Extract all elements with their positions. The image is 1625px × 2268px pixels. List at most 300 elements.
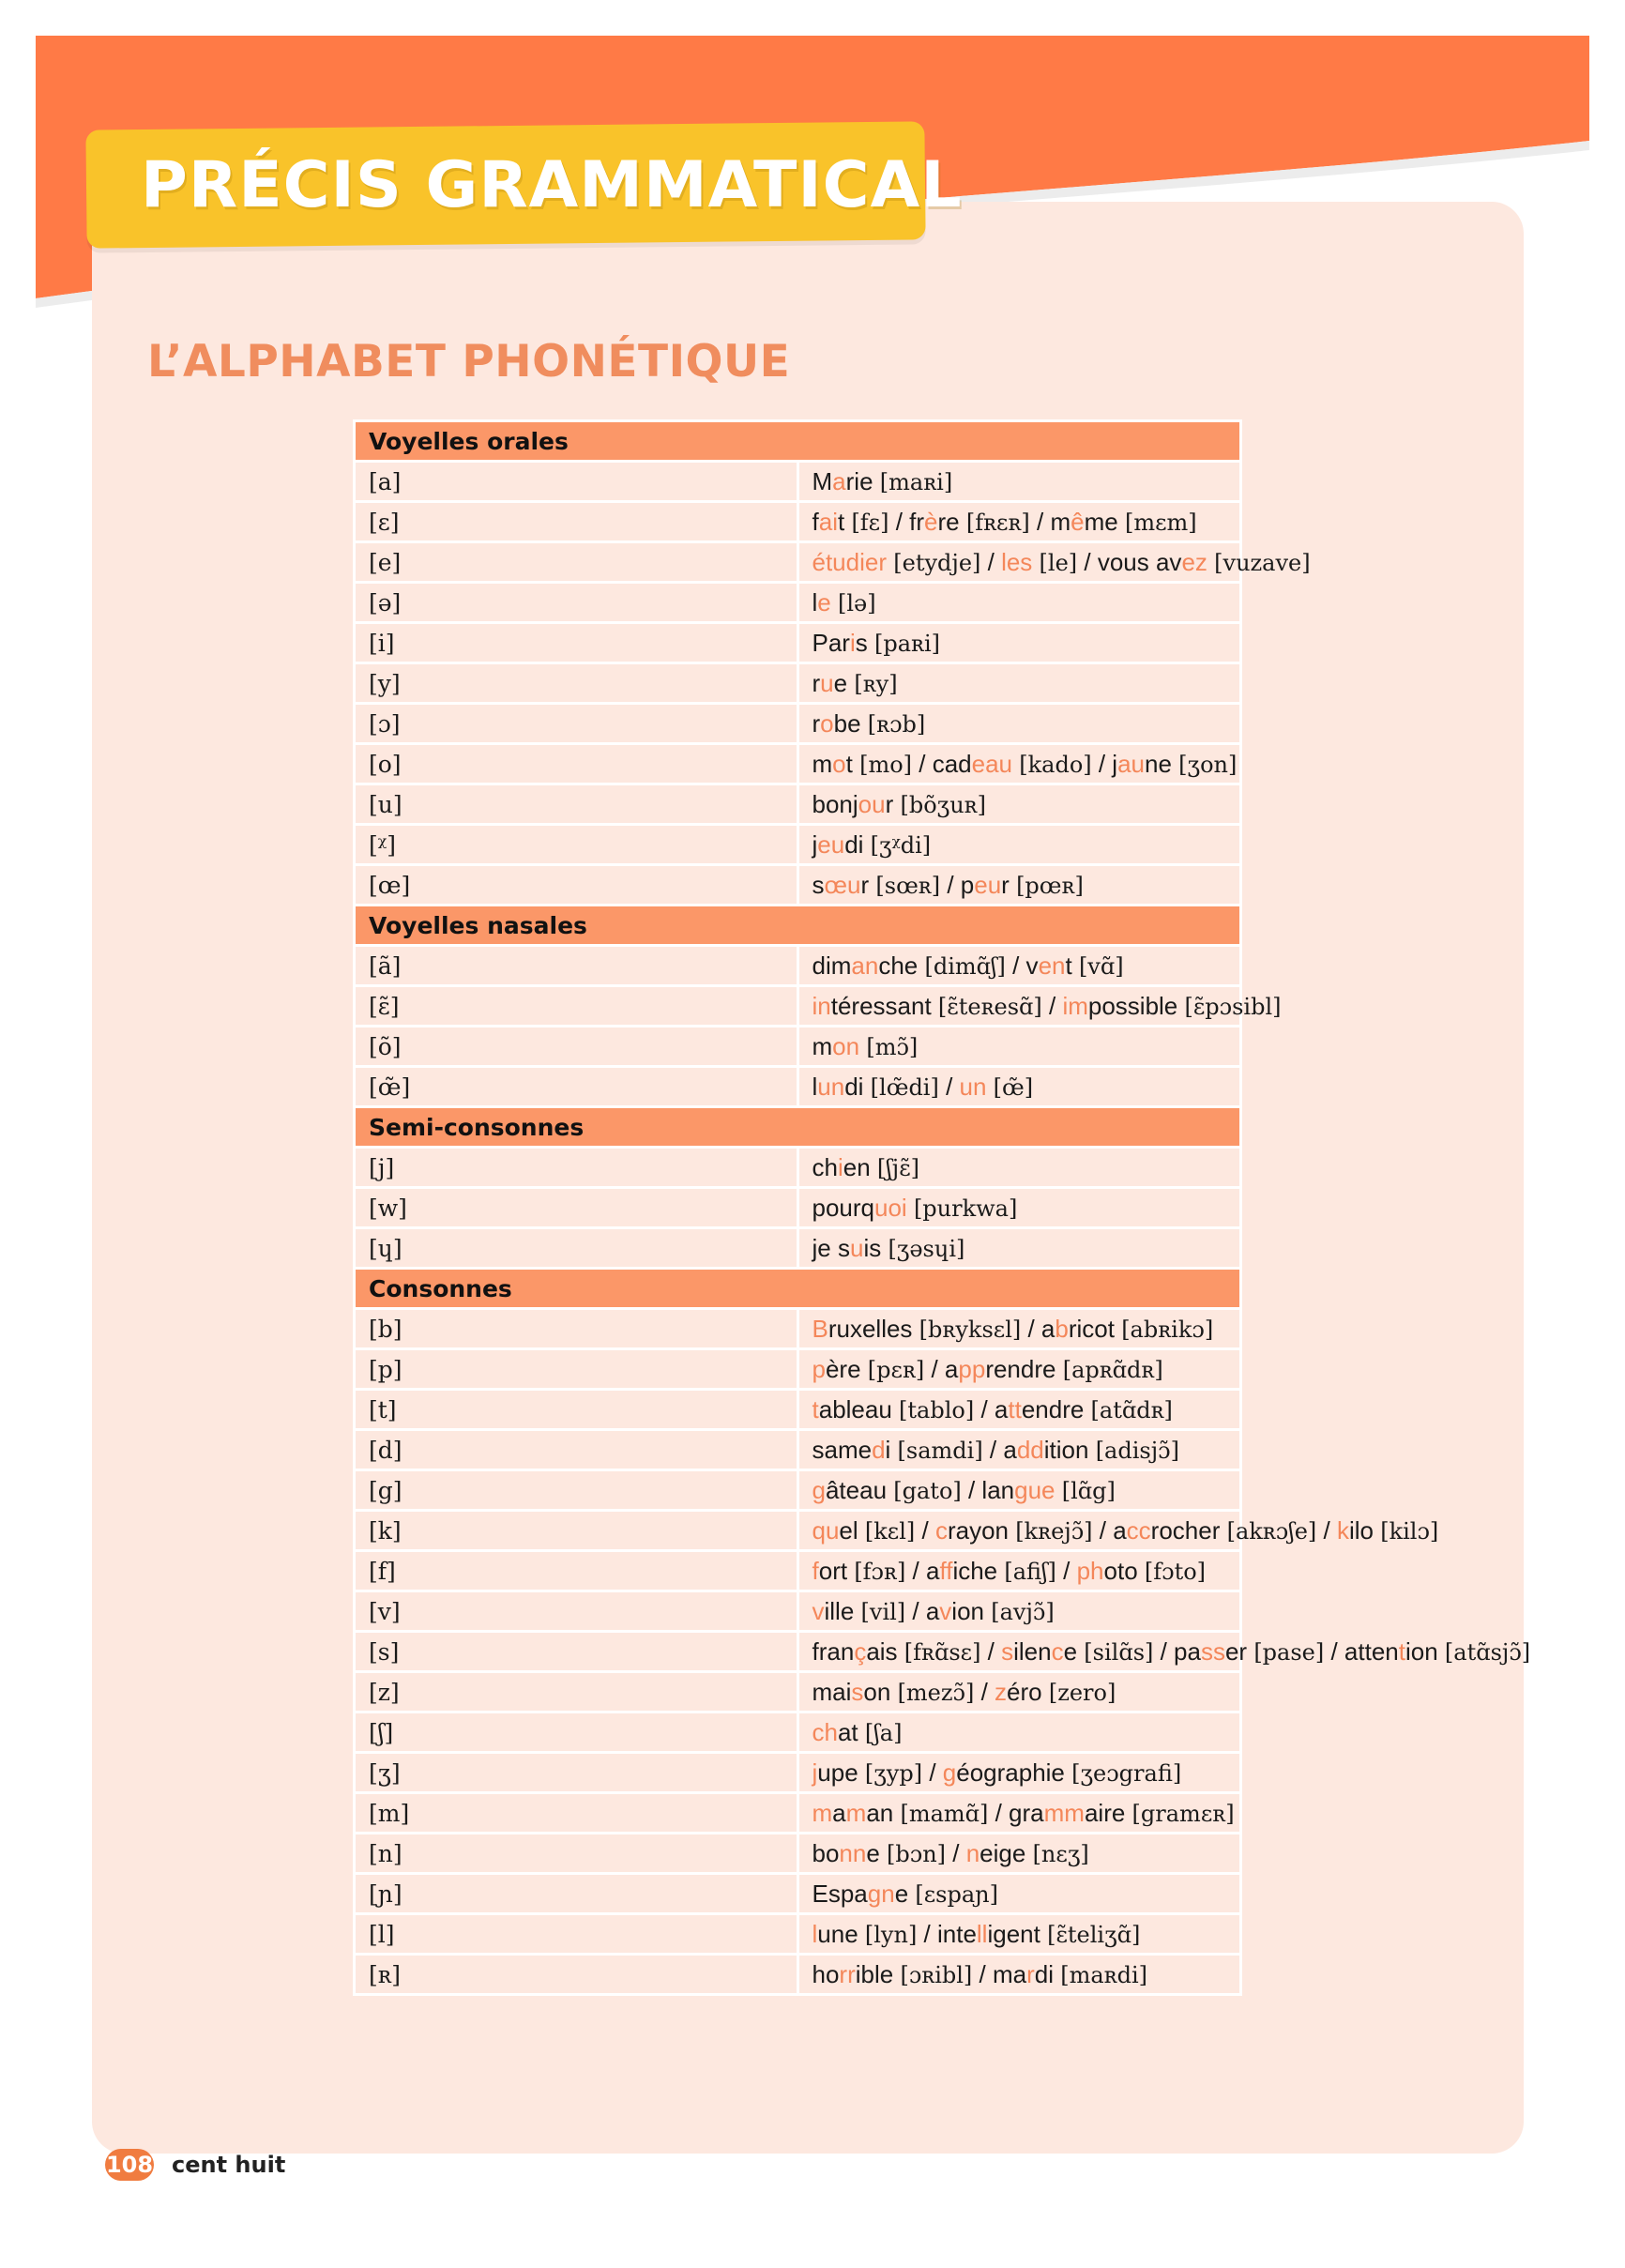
phonetic-symbol: [l]: [355, 1914, 798, 1955]
highlighted-letters: ai: [818, 507, 838, 536]
table-row: [355, 1390, 1241, 1430]
word-text: / a: [974, 1394, 1009, 1423]
example-words: [797, 1874, 1241, 1914]
word-text: a: [832, 1798, 846, 1827]
transcription: [fɔʀ]: [854, 1558, 906, 1585]
word-text: mai: [812, 1677, 852, 1706]
highlighted-letters: B: [812, 1314, 828, 1343]
word-text: / m: [1029, 507, 1071, 536]
transcription: [dimɑ̃ʃ]: [924, 952, 1006, 980]
example-words: [797, 704, 1241, 744]
phonetic-symbol: [œ̃]: [355, 1067, 798, 1107]
word-text: l: [812, 1072, 818, 1101]
highlighted-letters: ss: [1200, 1636, 1225, 1666]
highlighted-letters: m: [845, 1798, 867, 1827]
word-text: rayon: [947, 1515, 1016, 1545]
table-row: [355, 502, 1241, 542]
transcription: [ɛ̃pɔsibl]: [1184, 993, 1282, 1020]
word-text: i: [885, 1435, 898, 1464]
example-words: [797, 1753, 1241, 1793]
word-text: t: [837, 507, 852, 536]
word-text: rendre: [985, 1354, 1063, 1383]
example-words: [797, 623, 1241, 663]
highlighted-letters: u: [820, 668, 834, 697]
table-row: [355, 1672, 1241, 1712]
table-row: [355, 1753, 1241, 1793]
table-row: [355, 1914, 1241, 1955]
highlighted-letters: on: [832, 1031, 860, 1060]
transcription: [samdi]: [897, 1437, 983, 1464]
group-title: Voyelles orales: [355, 421, 1241, 462]
transcription: [kʀejɔ̃]: [1015, 1517, 1093, 1545]
word-text: / p: [940, 870, 975, 899]
word-text: /: [922, 1758, 943, 1787]
table-row: [355, 986, 1241, 1027]
example-words: [797, 1470, 1241, 1511]
phonetic-symbol: [k]: [355, 1511, 798, 1551]
word-text: ition: [1043, 1435, 1096, 1464]
highlighted-letters: uoi: [874, 1193, 907, 1222]
highlighted-letters: c: [934, 1515, 948, 1545]
transcription: [apʀɑ̃dʀ]: [1062, 1356, 1163, 1383]
word-text: same: [812, 1435, 873, 1464]
highlighted-letters: i: [837, 1152, 843, 1181]
word-text: is: [863, 1233, 888, 1262]
highlighted-letters: im: [1062, 991, 1088, 1020]
word-text: ère: [825, 1354, 868, 1383]
word-text: / a: [905, 1596, 940, 1625]
highlighted-letters: b: [1055, 1314, 1069, 1343]
transcription: [kado]: [1019, 751, 1092, 778]
transcription: [fɔto]: [1144, 1558, 1207, 1585]
highlighted-letters: a: [832, 466, 846, 495]
transcription: [bɔn]: [887, 1840, 947, 1867]
phonetic-symbol: [w]: [355, 1188, 798, 1228]
highlighted-letters: d: [872, 1435, 886, 1464]
phonetic-symbol: [m]: [355, 1793, 798, 1834]
example-words: [797, 1027, 1241, 1067]
highlighted-letters: un: [959, 1072, 987, 1101]
highlighted-letters: v: [812, 1596, 825, 1625]
group-header-row: [355, 1269, 1241, 1309]
example-words: [797, 1309, 1241, 1349]
word-text: ible: [855, 1959, 901, 1988]
highlighted-letters: cc: [1126, 1515, 1151, 1545]
word-text: / atten: [1324, 1636, 1399, 1666]
word-text: / gra: [988, 1798, 1044, 1827]
page-number-words: cent huit: [172, 2152, 286, 2178]
highlighted-letters: eau: [971, 749, 1013, 778]
transcription: [ʃa]: [864, 1719, 903, 1746]
word-text: ho: [812, 1959, 840, 1988]
example-words: [797, 1591, 1241, 1632]
word-text: igent: [987, 1919, 1048, 1948]
highlighted-letters: t: [812, 1394, 819, 1423]
phonetic-symbol: [j]: [355, 1148, 798, 1188]
transcription: [ʒon]: [1178, 751, 1238, 778]
transcription: [ʒəsɥi]: [888, 1235, 965, 1262]
highlighted-letters: p: [812, 1354, 826, 1383]
transcription: [lə]: [837, 589, 876, 616]
example-words: [797, 1955, 1241, 1995]
highlighted-letters: o: [832, 749, 846, 778]
transcription: [ʃjɛ̃]: [876, 1154, 920, 1181]
example-words: [797, 1834, 1241, 1874]
highlighted-letters: er: [864, 547, 888, 576]
example-words: [797, 784, 1241, 825]
highlighted-letters: s: [851, 1677, 864, 1706]
word-text: / a: [1021, 1314, 1055, 1343]
phonetic-symbol: [ɛ]: [355, 502, 798, 542]
word-text: je s: [812, 1233, 850, 1262]
transcription: [fʀɑ̃sɛ]: [904, 1638, 981, 1666]
word-text: /: [915, 1515, 935, 1545]
transcription: [gramɛʀ]: [1131, 1800, 1235, 1827]
transcription: [ɛ̃teʀesɑ̃]: [937, 993, 1042, 1020]
word-text: ricot: [1068, 1314, 1122, 1343]
page-title: PRÉCIS GRAMMATICAL: [141, 148, 963, 222]
example-words: [797, 663, 1241, 704]
phonetic-symbol: [e]: [355, 542, 798, 583]
highlighted-letters: n: [965, 1838, 980, 1867]
phonetic-symbol: [z]: [355, 1672, 798, 1712]
word-text: possible: [1087, 991, 1185, 1020]
highlighted-letters: g: [812, 1475, 826, 1504]
word-text: e: [866, 1838, 888, 1867]
word-text: e: [1063, 1636, 1085, 1666]
word-text: / fr: [888, 507, 925, 536]
phonetic-symbol: [ã]: [355, 946, 798, 986]
word-text: / v: [1005, 951, 1039, 980]
word-text: f: [812, 507, 819, 536]
word-text: / inte: [917, 1919, 977, 1948]
word-text: éro: [1007, 1677, 1049, 1706]
transcription: [mɛm]: [1124, 509, 1197, 536]
table-row: [355, 825, 1241, 865]
word-text: téressant: [830, 991, 938, 1020]
transcription: [vil]: [860, 1598, 906, 1625]
phonetic-symbol: [a]: [355, 462, 798, 502]
table-row: [355, 946, 1241, 986]
word-text: ion: [1405, 1636, 1445, 1666]
transcription: [mɔ̃]: [866, 1033, 919, 1060]
word-text: s: [812, 870, 825, 899]
transcription: [kilɔ]: [1380, 1517, 1439, 1545]
word-text: ilo: [1348, 1515, 1381, 1545]
table-row: [355, 1793, 1241, 1834]
page-number: 108: [105, 2149, 154, 2181]
table-row: [355, 865, 1241, 906]
word-text: / pa: [1153, 1636, 1201, 1666]
word-text: ort: [818, 1556, 855, 1585]
word-text: Espa: [812, 1879, 868, 1908]
section-title: L’ALPHABET PHONÉTIQUE: [147, 336, 791, 388]
word-text: e: [833, 668, 855, 697]
transcription: [bʀyksɛl]: [919, 1316, 1022, 1343]
transcription: [akʀɔʃe]: [1226, 1517, 1317, 1545]
highlighted-letters: eu: [817, 830, 845, 859]
word-text: / a: [1092, 1515, 1127, 1545]
table-row: [355, 623, 1241, 663]
example-words: [797, 865, 1241, 906]
highlighted-letters: z: [995, 1677, 1008, 1706]
transcription: [lɑ̃g]: [1061, 1477, 1116, 1504]
transcription: [ʀɔb]: [867, 710, 926, 738]
example-words: [797, 1632, 1531, 1672]
transcription: [adisjɔ̃]: [1095, 1437, 1179, 1464]
word-text: r: [885, 789, 901, 818]
word-text: ille: [824, 1596, 861, 1625]
word-text: me: [1084, 507, 1125, 536]
example-words: [797, 583, 1241, 623]
phonetic-symbol: [o]: [355, 744, 798, 784]
transcription: [le]: [1039, 549, 1078, 576]
transcription: [tablo]: [899, 1396, 975, 1423]
group-title: Semi-consonnes: [355, 1107, 1241, 1148]
phonetic-symbol: [s]: [355, 1632, 798, 1672]
word-text: iche: [952, 1556, 1005, 1585]
highlighted-letters: s: [1001, 1636, 1014, 1666]
phonetic-symbol: [ə]: [355, 583, 798, 623]
word-text: ion: [951, 1596, 992, 1625]
phonetic-symbol: [g]: [355, 1470, 798, 1511]
word-text: t: [1065, 951, 1079, 980]
word-text: rocher: [1150, 1515, 1227, 1545]
word-text: M: [812, 466, 833, 495]
word-text: ableau: [818, 1394, 900, 1423]
table-row: [355, 1188, 1241, 1228]
word-text: fran: [812, 1636, 855, 1666]
word-text: [1055, 1476, 1062, 1504]
phonetic-symbol: [œ]: [355, 865, 798, 906]
word-text: / a: [982, 1435, 1017, 1464]
table-row: [355, 583, 1241, 623]
transcription: [ɛ̃teliʒɑ̃]: [1047, 1921, 1141, 1948]
table-row: [355, 1470, 1241, 1511]
phonetic-symbol: [f]: [355, 1551, 798, 1591]
example-words: [797, 1390, 1241, 1430]
highlighted-letters: en: [1038, 951, 1066, 980]
word-text: e: [894, 1879, 916, 1908]
highlighted-letters: qu: [812, 1515, 840, 1545]
example-words: [797, 462, 1241, 502]
word-text: /: [980, 1636, 1002, 1666]
highlighted-letters: u: [849, 1233, 864, 1262]
word-text: oto: [1103, 1556, 1145, 1585]
table-row: [355, 1632, 1241, 1672]
table-row: [355, 704, 1241, 744]
word-text: bonj: [812, 789, 858, 818]
example-words: [797, 986, 1282, 1027]
transcription: [mo]: [859, 751, 913, 778]
example-words: [797, 825, 1241, 865]
highlighted-letters: pp: [958, 1354, 986, 1383]
phonetic-symbol: [ʒ]: [355, 1753, 798, 1793]
word-text: upe: [817, 1758, 865, 1787]
table-row: [355, 1874, 1241, 1914]
group-title: Voyelles nasales: [355, 906, 1241, 946]
word-text: [907, 1194, 914, 1222]
highlighted-letters: les: [1001, 547, 1033, 576]
table-row: [355, 1955, 1241, 1995]
transcription: [avjɔ̃]: [991, 1598, 1055, 1625]
word-text: / a: [905, 1556, 940, 1585]
word-text: re: [937, 507, 966, 536]
phonetic-symbol: [õ]: [355, 1027, 798, 1067]
highlighted-letters: l: [812, 1919, 818, 1948]
word-text: /: [1055, 1556, 1077, 1585]
phonetic-symbol: [u]: [355, 784, 798, 825]
example-words: [797, 1793, 1241, 1834]
word-text: r: [860, 870, 876, 899]
word-text: di: [844, 830, 871, 859]
word-text: t: [845, 749, 860, 778]
highlighted-letters: gue: [1014, 1475, 1055, 1504]
table-row: [355, 1148, 1241, 1188]
transcription: [bõʒuʀ]: [900, 791, 986, 818]
highlighted-letters: g: [942, 1758, 957, 1787]
word-text: [986, 1073, 993, 1101]
word-text: er: [1224, 1636, 1254, 1666]
transcription: [fɛ]: [851, 509, 889, 536]
example-words: [797, 744, 1241, 784]
transcription: [lyn]: [864, 1921, 918, 1948]
highlighted-letters: ch: [812, 1717, 838, 1746]
word-text: ch: [812, 1152, 838, 1181]
word-text: ruxelles: [828, 1314, 919, 1343]
word-text: bo: [812, 1838, 840, 1867]
example-words: [797, 542, 1311, 583]
word-text: an: [866, 1798, 901, 1827]
highlighted-letters: eu: [974, 870, 1002, 899]
example-words: [797, 502, 1241, 542]
table-row: [355, 1349, 1241, 1390]
phonetic-symbol: [ʀ]: [355, 1955, 798, 1995]
transcription: [afiʃ]: [1004, 1558, 1056, 1585]
word-text: che: [878, 951, 925, 980]
highlighted-letters: e: [817, 587, 831, 616]
word-text: /: [974, 1677, 995, 1706]
transcription: [pœʀ]: [1016, 872, 1084, 899]
word-text: di: [1034, 1959, 1061, 1988]
example-words: [797, 1148, 1241, 1188]
transcription: [etydje]: [893, 549, 981, 576]
word-text: /: [938, 1072, 960, 1101]
phonetic-symbol: [n]: [355, 1834, 798, 1874]
example-words: [797, 1914, 1241, 1955]
phonetic-symbol: [b]: [355, 1309, 798, 1349]
word-text: s: [855, 628, 874, 657]
table-row: [355, 1027, 1241, 1067]
highlighted-letters: ç: [854, 1636, 867, 1666]
highlighted-letters: ou: [858, 789, 886, 818]
example-words: [797, 1672, 1241, 1712]
transcription: [mamɑ̃]: [900, 1800, 989, 1827]
phonetic-symbol: [p]: [355, 1349, 798, 1390]
example-words: [797, 1067, 1241, 1107]
transcription: [purkwa]: [913, 1195, 1018, 1222]
transcription: [ʒᵡdi]: [870, 831, 932, 859]
group-header-row: [355, 421, 1241, 462]
highlighted-letters: in: [812, 991, 831, 1020]
transcription: [œ̃]: [993, 1073, 1034, 1101]
word-text: ais: [866, 1636, 904, 1666]
highlighted-letters: rr: [839, 1959, 856, 1988]
word-text: at: [837, 1717, 865, 1746]
highlighted-letters: au: [1117, 749, 1146, 778]
transcription: [pase]: [1253, 1638, 1325, 1666]
word-text: on: [863, 1677, 898, 1706]
transcription: [silɑ̃s]: [1084, 1638, 1154, 1666]
word-text: r: [812, 668, 821, 697]
transcription: [atɑ̃sjɔ̃]: [1444, 1638, 1531, 1666]
transcription: [abʀikɔ]: [1121, 1316, 1214, 1343]
phonetic-symbol: [ɔ]: [355, 704, 798, 744]
group-header-row: [355, 1107, 1241, 1148]
phonetic-symbol: [ɥ]: [355, 1228, 798, 1269]
transcription: [paʀi]: [873, 630, 941, 657]
word-text: r: [1001, 870, 1017, 899]
group-header-row: [355, 906, 1241, 946]
highlighted-letters: o: [820, 708, 834, 738]
table-row: [355, 744, 1241, 784]
example-words: [797, 946, 1241, 986]
transcription: [gato]: [893, 1477, 962, 1504]
table-row: [355, 1591, 1241, 1632]
phonetic-symbol: [ɛ̃]: [355, 986, 798, 1027]
highlighted-letters: gn: [867, 1879, 895, 1908]
group-title: Consonnes: [355, 1269, 1241, 1309]
highlighted-letters: ph: [1076, 1556, 1104, 1585]
table-row: [355, 1309, 1241, 1349]
table-row: [355, 462, 1241, 502]
example-words: [797, 1551, 1241, 1591]
transcription: [ɛspaɲ]: [915, 1880, 998, 1908]
word-text: l: [812, 587, 818, 616]
word-text: en: [843, 1152, 877, 1181]
word-text: pourq: [812, 1193, 874, 1222]
word-text: el: [839, 1515, 865, 1545]
transcription: [maʀi]: [879, 468, 953, 495]
highlighted-letters: ll: [976, 1919, 988, 1948]
transcription: [lœ̃di]: [870, 1073, 939, 1101]
transcription: [ʀy]: [854, 670, 898, 697]
word-text: /: [1041, 991, 1063, 1020]
phonetic-symbol: [i]: [355, 623, 798, 663]
transcription: [zero]: [1048, 1679, 1116, 1706]
highlighted-letters: ez: [1181, 547, 1207, 576]
transcription: [atɑ̃dʀ]: [1090, 1396, 1173, 1423]
highlighted-letters: c: [1051, 1636, 1064, 1666]
phonetic-symbol: [ɲ]: [355, 1874, 798, 1914]
word-text: rie: [845, 466, 880, 495]
highlighted-letters: tt: [1008, 1394, 1022, 1423]
word-text: une: [817, 1919, 865, 1948]
word-text: / j: [1091, 749, 1118, 778]
table-row: [355, 1834, 1241, 1874]
highlighted-letters: mm: [1043, 1798, 1085, 1827]
word-text: ne: [1145, 749, 1179, 778]
transcription: [fʀɛʀ]: [965, 509, 1030, 536]
transcription: [maʀdi]: [1060, 1961, 1147, 1988]
highlighted-letters: j: [812, 1758, 818, 1787]
transcription: [ʒeɔgrafi]: [1071, 1759, 1182, 1787]
word-text: be: [833, 708, 868, 738]
word-text: j: [812, 830, 818, 859]
word-text: dim: [812, 951, 852, 980]
phonetic-symbol: [ʃ]: [355, 1712, 798, 1753]
table-row: [355, 542, 1241, 583]
